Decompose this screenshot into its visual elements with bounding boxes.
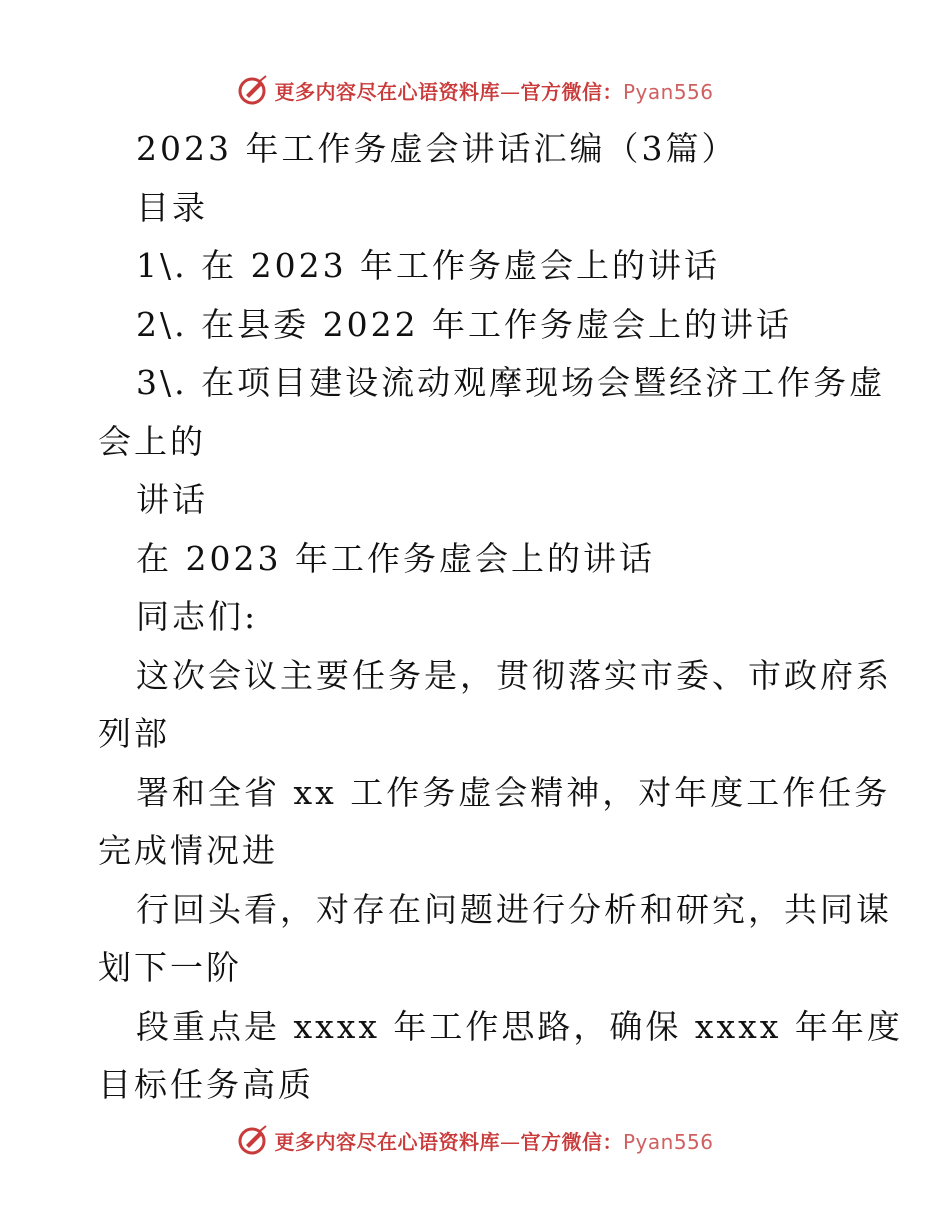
paragraph-line: 行回头看，对存在问题进行分析和研究，共同谋 — [136, 889, 892, 929]
banner-contact-id: Pyan556 — [622, 1129, 714, 1154]
banner-text — [274, 1126, 713, 1155]
toc-item-1: 1\. 在 2023 年工作务虚会上的讲话 — [136, 246, 721, 285]
doc-title: 2023 年工作务虚会讲话汇编（3篇） — [136, 129, 738, 168]
banner-text — [274, 76, 713, 105]
paragraph-line: 目标任务高质 — [98, 1065, 314, 1104]
banner-contact-id: Pyan556 — [622, 79, 714, 104]
toc-item-3-continued: 会上的 — [98, 421, 206, 461]
toc-heading: 目录 — [136, 187, 208, 227]
banner-contact-label: 官方微信： — [520, 79, 623, 104]
section-heading: 在 2023 年工作务虚会上的讲话 — [136, 538, 655, 578]
quill-logo-icon — [236, 73, 270, 107]
paragraph-line: 这次会议主要任务是，贯彻落实市委、市政府系 — [136, 655, 892, 695]
paragraph-line: 署和全省 xx 工作务虚会精神，对年度工作任务 — [136, 772, 891, 812]
banner-contact-label: 官方微信： — [520, 1129, 623, 1154]
paragraph-line: 段重点是 xxxx 年工作思路，确保 xxxx 年年度 — [136, 1006, 903, 1046]
paragraph-line: 完成情况进 — [98, 831, 278, 870]
toc-item-3-continued-2: 讲话 — [136, 480, 208, 519]
banner-main-text: 更多内容尽在心语资料库 — [274, 1129, 500, 1154]
document-body — [98, 120, 903, 1115]
banner-dash: — — [499, 79, 521, 104]
header-watermark-banner — [0, 70, 950, 110]
banner-main-text: 更多内容尽在心语资料库 — [274, 79, 500, 104]
paragraph-line: 列部 — [98, 714, 170, 753]
paragraph-line: 划下一阶 — [98, 948, 242, 987]
banner-dash: — — [499, 1129, 521, 1154]
toc-item-3: 3\. 在项目建设流动观摩现场会暨经济工作务虚 — [136, 363, 886, 402]
quill-logo-icon — [236, 1123, 270, 1157]
toc-item-2: 2\. 在县委 2022 年工作务虚会上的讲话 — [136, 304, 793, 344]
footer-watermark-banner — [0, 1120, 950, 1160]
salutation: 同志们: — [136, 597, 259, 636]
